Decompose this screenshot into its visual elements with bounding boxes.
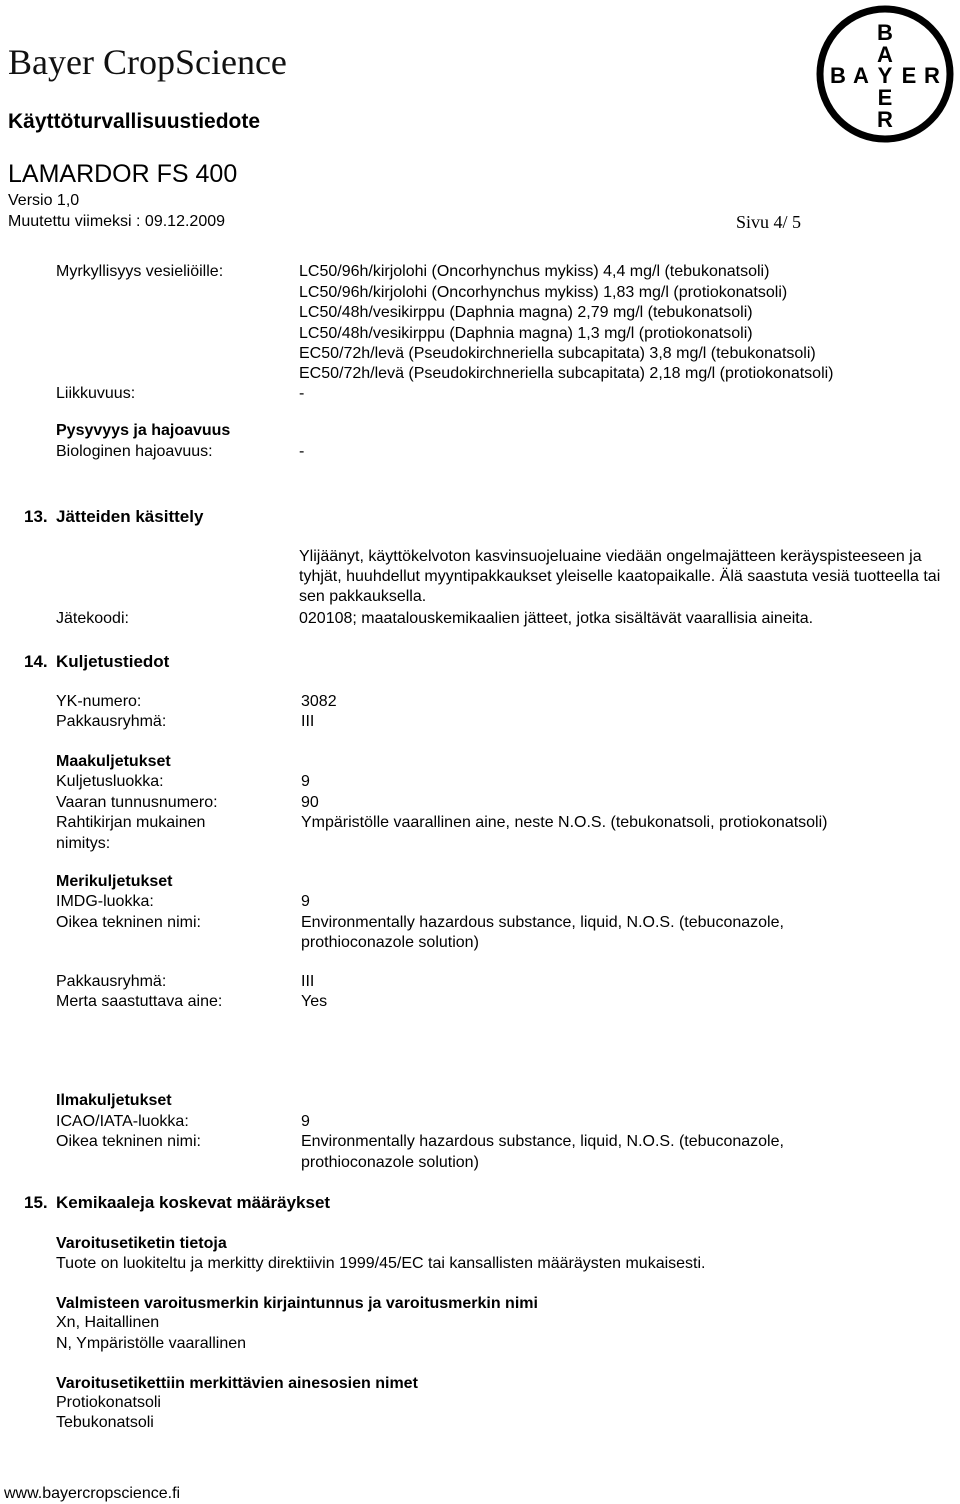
sea-proper-name-value: Environmentally hazardous substance, liquid, N.O.S. (tebuconazole, <box>301 914 784 931</box>
air-proper-name-label: Oikea tekninen nimi: <box>56 1133 201 1150</box>
section-14-number: 14. <box>24 652 48 671</box>
air-proper-name-value: Environmentally hazardous substance, liquid, N.O.S. (tebuconazole, <box>301 1133 784 1150</box>
page-number: Sivu 4/ 5 <box>736 212 802 232</box>
ingredients-heading: Varoitusetikettiin merkittävien ainesosien nimet <box>56 1375 418 1392</box>
sea-proper-name-value-cont: prothioconazole solution) <box>301 934 479 951</box>
air-proper-name-value-cont: prothioconazole solution) <box>301 1154 479 1171</box>
ecotox-line: LC50/48h/vesikirppu (Daphnia magna) 1,3 mg/l (protiokonatsoli) <box>299 325 753 342</box>
waste-code-value: 020108; maatalouskemikaalien jätteet, jotka sisältävät vaarallisia aineita. <box>299 610 814 627</box>
logo-letter-y: Y <box>877 63 893 88</box>
shipping-name-label-cont: nimitys: <box>56 835 111 852</box>
section-13-number: 13. <box>24 507 48 526</box>
ecotox-line: LC50/96h/kirjolohi (Oncorhynchus mykiss) 1,83 mg/l (protiokonatsoli) <box>299 284 788 301</box>
packing-group-value: III <box>301 713 315 730</box>
packing-group-label: Pakkausryhmä: <box>56 713 167 730</box>
logo-letter-e: E <box>901 63 917 88</box>
shipping-name-value: Ympäristölle vaarallinen aine, neste N.O.S. (tebukonatsoli, protiokonatsoli) <box>301 814 828 831</box>
hazard-symbol-heading: Valmisteen varoitusmerkin kirjaintunnus ja varoitusmerkin nimi <box>56 1295 538 1312</box>
product-name: LAMARDOR FS 400 <box>8 160 238 188</box>
label-info-heading: Varoitusetiketin tietoja <box>56 1235 227 1252</box>
marine-pollutant-label: Merta saastuttava aine: <box>56 993 223 1010</box>
logo-letter-b2: B <box>830 63 846 88</box>
hazard-symbol: Xn, Haitallinen <box>56 1314 160 1331</box>
mobility-label: Liikkuvuus: <box>56 385 136 402</box>
logo-letter-e2: E <box>877 85 893 110</box>
hazard-id-label: Vaaran tunnusnumero: <box>56 794 218 811</box>
bayer-cross-logo <box>815 4 955 144</box>
brand-name: Bayer CropScience <box>8 42 287 82</box>
hazard-symbol: N, Ympäristölle vaarallinen <box>56 1335 247 1352</box>
ingredient-item: Protiokonatsoli <box>56 1394 161 1411</box>
revision-date: Muutettu viimeksi : 09.12.2009 <box>8 213 226 230</box>
logo-letter-b: B <box>877 20 893 45</box>
road-class-label: Kuljetusluokka: <box>56 773 164 790</box>
logo-letter-a: A <box>877 42 893 67</box>
shipping-name-label: Rahtikirjan mukainen <box>56 814 206 831</box>
logo-letter-a2: A <box>853 63 869 88</box>
ecotox-line: LC50/96h/kirjolohi (Oncorhynchus mykiss) 4,4 mg/l (tebukonatsoli) <box>299 263 770 280</box>
imdg-class-label: IMDG-luokka: <box>56 893 154 910</box>
air-transport-heading: Ilmakuljetukset <box>56 1092 172 1109</box>
ecotox-line: LC50/48h/vesikirppu (Daphnia magna) 2,79 mg/l (tebukonatsoli) <box>299 304 753 321</box>
persistence-heading: Pysyvyys ja hajoavuus <box>56 422 231 439</box>
section-14-title: Kuljetustiedot <box>56 652 170 671</box>
ingredient-item: Tebukonatsoli <box>56 1414 154 1431</box>
logo-letter-r2: R <box>877 107 893 132</box>
footer-url[interactable]: www.bayercropscience.fi <box>4 1485 181 1502</box>
waste-code-label: Jätekoodi: <box>56 610 129 627</box>
icao-class-value: 9 <box>301 1113 310 1130</box>
ecotox-line: EC50/72h/levä (Pseudokirchneriella subcapitata) 3,8 mg/l (tebukonatsoli) <box>299 345 816 362</box>
imdg-class-value: 9 <box>301 893 310 910</box>
road-transport-heading: Maakuljetukset <box>56 753 171 770</box>
mobility-value: - <box>299 385 305 402</box>
icao-class-label: ICAO/IATA-luokka: <box>56 1113 189 1130</box>
hazard-id-value: 90 <box>301 794 319 811</box>
sea-proper-name-label: Oikea tekninen nimi: <box>56 914 201 931</box>
disposal-text: Ylijäänyt, käyttökelvoton kasvinsuojeluaine viedään ongelmajätteen keräyspisteeseen ja tyhjät, huuhdellut myyntipakkaukset yleiselle kaatopaikalle. Älä saastuta vesiä tuotteella tai sen pakkauksella. <box>299 548 941 605</box>
biodegradation-label: Biologinen hajoavuus: <box>56 443 213 460</box>
document-title: Käyttöturvallisuustiedote <box>8 110 261 133</box>
ecotox-line: EC50/72h/levä (Pseudokirchneriella subcapitata) 2,18 mg/l (protiokonatsoli) <box>299 365 834 382</box>
section-15-number: 15. <box>24 1193 48 1212</box>
section-15-title: Kemikaaleja koskevat määräykset <box>56 1193 331 1212</box>
marine-pollutant-value: Yes <box>301 993 328 1010</box>
sea-packing-group-label: Pakkausryhmä: <box>56 973 167 990</box>
road-class-value: 9 <box>301 773 310 790</box>
sea-packing-group-value: III <box>301 973 315 990</box>
biodegradation-value: - <box>299 443 305 460</box>
ecotox-label: Myrkyllisyys vesieliöille: <box>56 263 224 280</box>
logo-letter-r: R <box>924 63 940 88</box>
sea-transport-heading: Merikuljetukset <box>56 873 173 890</box>
section-13-title: Jätteiden käsittely <box>56 507 204 526</box>
un-number-label: YK-numero: <box>56 693 142 710</box>
label-info-text: Tuote on luokiteltu ja merkitty direktiivin 1999/45/EC tai kansallisten määräysten mukaisesti. <box>56 1255 706 1272</box>
un-number-value: 3082 <box>301 693 337 710</box>
version: Versio 1,0 <box>8 192 80 209</box>
